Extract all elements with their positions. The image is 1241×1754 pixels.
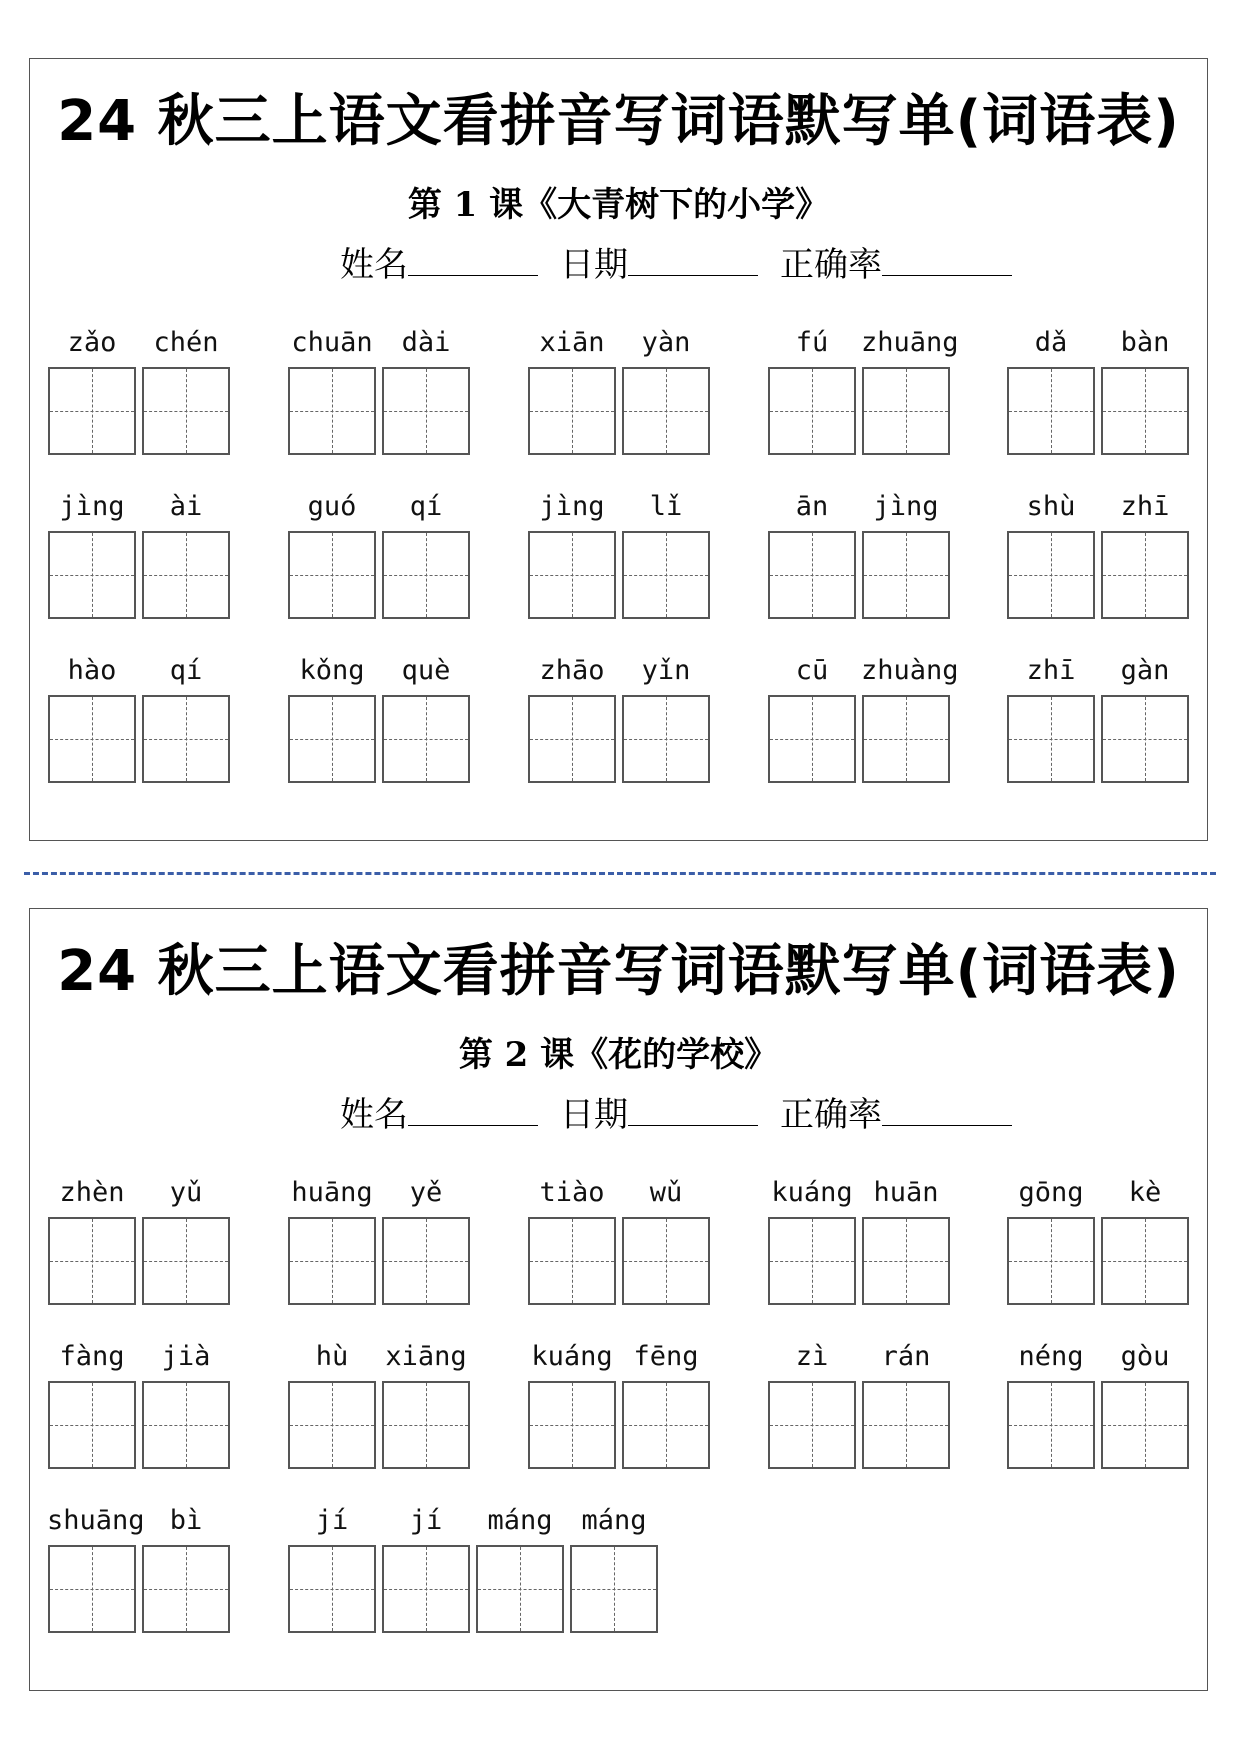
writing-box[interactable] <box>48 531 136 619</box>
pinyin-label: wǔ <box>649 1177 683 1208</box>
writing-box[interactable] <box>622 367 710 455</box>
pinyin-label: zhèn <box>59 1177 125 1208</box>
pinyin-label: dài <box>401 327 451 358</box>
writing-box[interactable] <box>382 1545 470 1633</box>
pinyin-label: yàn <box>641 327 691 358</box>
worksheet-1 <box>29 58 1208 841</box>
writing-box[interactable] <box>142 1545 230 1633</box>
lesson-title: 第 1 课《大青树下的小学》 <box>407 185 830 225</box>
pinyin-label: guó <box>307 491 357 522</box>
word-row <box>48 655 1198 805</box>
writing-box[interactable] <box>862 695 950 783</box>
word-row <box>48 491 1198 641</box>
pinyin-label: fēng <box>633 1341 699 1372</box>
pinyin-label: gōng <box>1018 1177 1084 1208</box>
pinyin-label: jí <box>315 1505 349 1536</box>
writing-box[interactable] <box>142 531 230 619</box>
name-label: 姓名 <box>340 245 408 285</box>
cut-line-divider <box>24 872 1216 875</box>
date-blank[interactable] <box>628 1095 758 1126</box>
word-row <box>48 327 1198 477</box>
pinyin-label: kǒng <box>299 655 365 686</box>
worksheet-2 <box>29 908 1208 1691</box>
pinyin-label: huān <box>873 1177 939 1208</box>
pinyin-label: jià <box>161 1341 211 1372</box>
writing-box[interactable] <box>1007 1217 1095 1305</box>
writing-box[interactable] <box>48 695 136 783</box>
accuracy-label: 正确率 <box>780 245 882 285</box>
pinyin-label: gòu <box>1120 1341 1170 1372</box>
writing-box[interactable] <box>622 695 710 783</box>
writing-box[interactable] <box>1101 1217 1189 1305</box>
writing-box[interactable] <box>1101 531 1189 619</box>
pinyin-label: hào <box>67 655 117 686</box>
worksheet-title: 24 秋三上语文看拼音写词语默写单(词语表) <box>57 939 1180 1004</box>
pinyin-label: xiāng <box>385 1341 467 1372</box>
pinyin-label: yǐn <box>641 655 691 686</box>
writing-box[interactable] <box>288 531 376 619</box>
pinyin-label: yǔ <box>169 1177 203 1208</box>
pinyin-label: hù <box>315 1341 349 1372</box>
writing-box[interactable] <box>528 1217 616 1305</box>
writing-box[interactable] <box>1007 367 1095 455</box>
writing-box[interactable] <box>382 531 470 619</box>
pinyin-label: máng <box>487 1505 553 1536</box>
pinyin-label: bàn <box>1120 327 1170 358</box>
pinyin-label: kuáng <box>771 1177 853 1208</box>
writing-box[interactable] <box>382 695 470 783</box>
writing-box[interactable] <box>48 367 136 455</box>
writing-box[interactable] <box>622 1217 710 1305</box>
writing-box[interactable] <box>48 1217 136 1305</box>
student-info-line <box>340 237 1034 286</box>
pinyin-label: kè <box>1128 1177 1162 1208</box>
pinyin-label: dǎ <box>1034 327 1068 358</box>
pinyin-label: zǎo <box>67 327 117 358</box>
worksheet-title: 24 秋三上语文看拼音写词语默写单(词语表) <box>57 89 1180 154</box>
pinyin-label: máng <box>581 1505 647 1536</box>
writing-box[interactable] <box>288 367 376 455</box>
student-info-line <box>340 1087 1034 1136</box>
word-row <box>48 1341 1198 1491</box>
word-row <box>48 1177 1198 1327</box>
writing-box[interactable] <box>142 367 230 455</box>
writing-box[interactable] <box>142 1381 230 1469</box>
pinyin-label: ài <box>169 491 203 522</box>
pinyin-label: rán <box>881 1341 931 1372</box>
name-blank[interactable] <box>408 245 538 276</box>
writing-box[interactable] <box>862 531 950 619</box>
lesson-title: 第 2 课《花的学校》 <box>458 1035 779 1075</box>
accuracy-blank[interactable] <box>882 245 1012 276</box>
pinyin-label: jìng <box>873 491 939 522</box>
writing-box[interactable] <box>48 1381 136 1469</box>
pinyin-label: xiān <box>539 327 605 358</box>
pinyin-label: zhī <box>1026 655 1076 686</box>
writing-box[interactable] <box>1007 1381 1095 1469</box>
writing-box[interactable] <box>288 1217 376 1305</box>
writing-box[interactable] <box>48 1545 136 1633</box>
pinyin-label: fú <box>795 327 829 358</box>
writing-box[interactable] <box>528 367 616 455</box>
date-label: 日期 <box>560 1095 628 1135</box>
writing-box[interactable] <box>768 531 856 619</box>
writing-box[interactable] <box>528 531 616 619</box>
pinyin-label: bì <box>169 1505 203 1536</box>
writing-box[interactable] <box>622 531 710 619</box>
writing-box[interactable] <box>570 1545 658 1633</box>
pinyin-label: lǐ <box>649 491 683 522</box>
writing-box[interactable] <box>528 1381 616 1469</box>
writing-box[interactable] <box>1101 695 1189 783</box>
writing-box[interactable] <box>1007 531 1095 619</box>
writing-box[interactable] <box>1007 695 1095 783</box>
writing-box[interactable] <box>1101 1381 1189 1469</box>
writing-box[interactable] <box>862 1381 950 1469</box>
pinyin-label: zhuāng <box>861 327 959 358</box>
pinyin-label: chuān <box>291 327 373 358</box>
pinyin-label: gàn <box>1120 655 1170 686</box>
writing-box[interactable] <box>476 1545 564 1633</box>
writing-box[interactable] <box>1101 367 1189 455</box>
pinyin-label: cū <box>795 655 829 686</box>
pinyin-label: jìng <box>59 491 125 522</box>
writing-box[interactable] <box>288 695 376 783</box>
accuracy-label: 正确率 <box>780 1095 882 1135</box>
pinyin-label: zhī <box>1120 491 1170 522</box>
word-row <box>48 1505 1198 1655</box>
pinyin-label: tiào <box>539 1177 605 1208</box>
name-label: 姓名 <box>340 1095 408 1135</box>
writing-box[interactable] <box>528 695 616 783</box>
pinyin-label: jìng <box>539 491 605 522</box>
writing-box[interactable] <box>142 1217 230 1305</box>
writing-box[interactable] <box>768 367 856 455</box>
pinyin-label: zhuàng <box>861 655 959 686</box>
writing-box[interactable] <box>862 367 950 455</box>
writing-box[interactable] <box>382 1217 470 1305</box>
pinyin-label: qí <box>169 655 203 686</box>
pinyin-label: zì <box>795 1341 829 1372</box>
writing-box[interactable] <box>768 1381 856 1469</box>
pinyin-label: kuáng <box>531 1341 613 1372</box>
pinyin-label: qí <box>409 491 443 522</box>
accuracy-blank[interactable] <box>882 1095 1012 1126</box>
pinyin-label: què <box>401 655 451 686</box>
pinyin-label: chén <box>153 327 219 358</box>
pinyin-label: yě <box>409 1177 443 1208</box>
writing-box[interactable] <box>288 1545 376 1633</box>
writing-box[interactable] <box>768 695 856 783</box>
pinyin-label: fàng <box>59 1341 125 1372</box>
pinyin-label: néng <box>1018 1341 1084 1372</box>
pinyin-label: ān <box>795 491 829 522</box>
writing-box[interactable] <box>288 1381 376 1469</box>
date-label: 日期 <box>560 245 628 285</box>
pinyin-label: huāng <box>291 1177 373 1208</box>
writing-box[interactable] <box>382 367 470 455</box>
writing-box[interactable] <box>142 695 230 783</box>
writing-box[interactable] <box>862 1217 950 1305</box>
writing-box[interactable] <box>768 1217 856 1305</box>
writing-box[interactable] <box>622 1381 710 1469</box>
pinyin-label: shù <box>1026 491 1076 522</box>
pinyin-label: shuāng <box>47 1505 145 1536</box>
date-blank[interactable] <box>628 245 758 276</box>
pinyin-label: jí <box>409 1505 443 1536</box>
pinyin-label: zhāo <box>539 655 605 686</box>
name-blank[interactable] <box>408 1095 538 1126</box>
writing-box[interactable] <box>382 1381 470 1469</box>
